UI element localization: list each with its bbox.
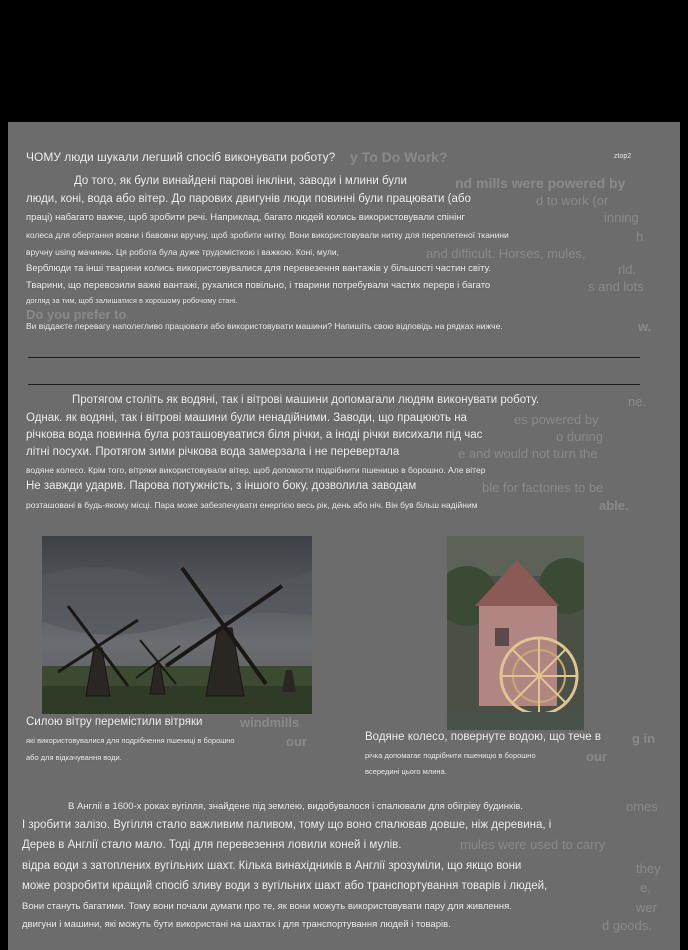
paragraph-line: Однак. як водяні, так і вітрові машини були ненадійними. Заводи, що працюють на bbox=[26, 412, 467, 424]
ghost-fragment: nd mills were powered by bbox=[455, 175, 626, 191]
ghost-fragment: windmills bbox=[240, 715, 300, 730]
answer-line[interactable] bbox=[28, 357, 640, 358]
waterwheel-caption-title: Водяне колесо, повернуте водою, що тече в bbox=[365, 731, 602, 743]
ghost-fragment: and difficult. Horses, mules, bbox=[426, 246, 586, 261]
ghost-fragment: s and lots bbox=[588, 279, 644, 294]
ghost-fragment: d goods. bbox=[602, 918, 652, 933]
ghost-fragment: ble for factories to be bbox=[482, 480, 604, 495]
windmills-caption-line: або для відкачування води. bbox=[26, 753, 122, 762]
intro-line: Тварини, що перевозили важкі вантажі, рухалися повільно, і тварини потребували частих перерв і багато bbox=[26, 280, 491, 291]
waterwheel-icon bbox=[447, 536, 584, 730]
ghost-fragment: they bbox=[636, 861, 661, 876]
answer-line[interactable] bbox=[28, 384, 640, 385]
ghost-fragment: inning bbox=[604, 210, 639, 225]
ghost-question-end: w. bbox=[638, 319, 652, 334]
paragraph-line: Протягом століть як водяні, так і вітрові машини допомагали людям виконувати роботу. bbox=[72, 394, 540, 406]
paragraph-line: водяне колесо. Крім того, вітряки використовували вітер, щоб допомогти подрібнити пшеницю в борошно. Але вітер bbox=[26, 465, 486, 475]
ghost-fragment: our bbox=[586, 749, 607, 764]
ghost-fragment: wer bbox=[636, 900, 657, 915]
paragraph-line: відра води з затоплених вугільних шахт. Кілька винахідників в Англії зрозуміли, що якщо вони bbox=[22, 860, 522, 872]
waterwheel-caption-line: річка допомагає подрібнити пшеницю в борошно bbox=[365, 751, 536, 760]
intro-line: До того, як були винайдені парові інкліни, заводи і млини були bbox=[74, 175, 407, 187]
ghost-fragment: able. bbox=[599, 498, 629, 513]
paragraph-line: може розробити кращий спосіб зливу води з вугільних шахт або транспортування товарів і людей, bbox=[22, 880, 548, 892]
paragraph-line: І зробити залізо. Вугілля стало важливим паливом, тому що воно спалював довше, ніж деревина, і bbox=[22, 819, 552, 831]
ghost-fragment: our bbox=[286, 734, 307, 749]
paragraph-line: річкова вода повинна була розташовуватися біля річки, а іноді річки висихали під час bbox=[26, 429, 483, 441]
paragraph-line: двигуни і машини, які можуть бути використані на шахтах і для транспортування людей і товарів. bbox=[22, 919, 451, 930]
ghost-title-fragment: y To Do Work? bbox=[350, 149, 448, 165]
paragraph-line: літні посухи. Протягом зими річкова вода замерзала і не перевертала bbox=[26, 446, 400, 458]
paragraph-line: Вони стануть багатими. Тому вони почали думати про те, як вони можуть використовувати пару для живлення. bbox=[22, 901, 512, 912]
paragraph-line: Дерев в Англії стало мало. Тоді для перевезення ловили коней і мулів. bbox=[22, 839, 402, 851]
paragraph-line: розташовані в будь-якому місці. Пара може забезпечувати енергією весь рік, день або ніч. Він був більш надійним bbox=[26, 500, 478, 510]
intro-line: вручну using мачиниь. Ця робота була дуже трудомісткою і важкою. Коні, мули, bbox=[26, 247, 339, 257]
ghost-fragment: e, bbox=[640, 880, 651, 895]
ghost-fragment: o during bbox=[556, 429, 603, 444]
intro-line: догляд за тим, щоб залишатися в хорошому робочому стані. bbox=[26, 296, 238, 305]
page-marker: ztop2 bbox=[614, 153, 632, 160]
windmills-photo bbox=[42, 536, 312, 714]
paragraph-line: В Англії в 1600-х роках вугілля, знайдене під землею, видобувалося і спалювали для обігріву будинків. bbox=[68, 801, 523, 812]
waterwheel-caption-line: всередині цього млина. bbox=[365, 767, 447, 776]
ghost-question-start: Do you prefer to bbox=[26, 307, 127, 322]
waterwheel-photo bbox=[447, 536, 584, 730]
intro-line: люди, коні, вода або вітер. До парових двигунів люди повинні були працювати (або bbox=[26, 193, 471, 205]
question-prompt: Ви віддаєте перевагу наполегливо працювати або використовувати машини? Напишіть свою відповідь на рядках нижче. bbox=[26, 321, 503, 331]
windmill-icon bbox=[42, 536, 312, 714]
document-page bbox=[8, 122, 680, 950]
ghost-fragment: g in bbox=[632, 731, 656, 746]
ghost-fragment: mules were used to carry bbox=[460, 837, 606, 852]
ghost-fragment: e and would not turn the bbox=[458, 446, 598, 461]
intro-line: праці) набагато важче, щоб зробити речі. Наприклад, багато людей колись використовували спінінг bbox=[26, 212, 465, 223]
ghost-fragment: d to work (or bbox=[536, 193, 609, 208]
intro-line: Верблюди та інші тварини колись використовувалися для перевезення вантажів у більшості частин світу. bbox=[26, 263, 491, 274]
windmills-caption-title: Силою вітру перемістили вітряки bbox=[26, 716, 203, 728]
windmills-caption-line: які використовувалися для подрібнення пшениці в борошно bbox=[26, 736, 235, 745]
intro-line: колеса для обертання вовни і бавовни вручну, щоб зробити нитку. Вони використовували нитку для переплетеної тканини bbox=[26, 230, 509, 240]
ghost-fragment: rld. bbox=[618, 262, 637, 277]
ghost-fragment: ne. bbox=[628, 394, 647, 409]
ghost-fragment: h bbox=[636, 229, 644, 244]
paragraph-line: Не завжди ударив. Парова потужність, з іншого боку, дозволила заводам bbox=[26, 480, 417, 492]
ghost-fragment: es powered by bbox=[514, 412, 599, 427]
ghost-fragment: omes bbox=[626, 799, 658, 814]
page-title: ЧОМУ люди шукали легший спосіб виконувати роботу? bbox=[26, 150, 336, 164]
